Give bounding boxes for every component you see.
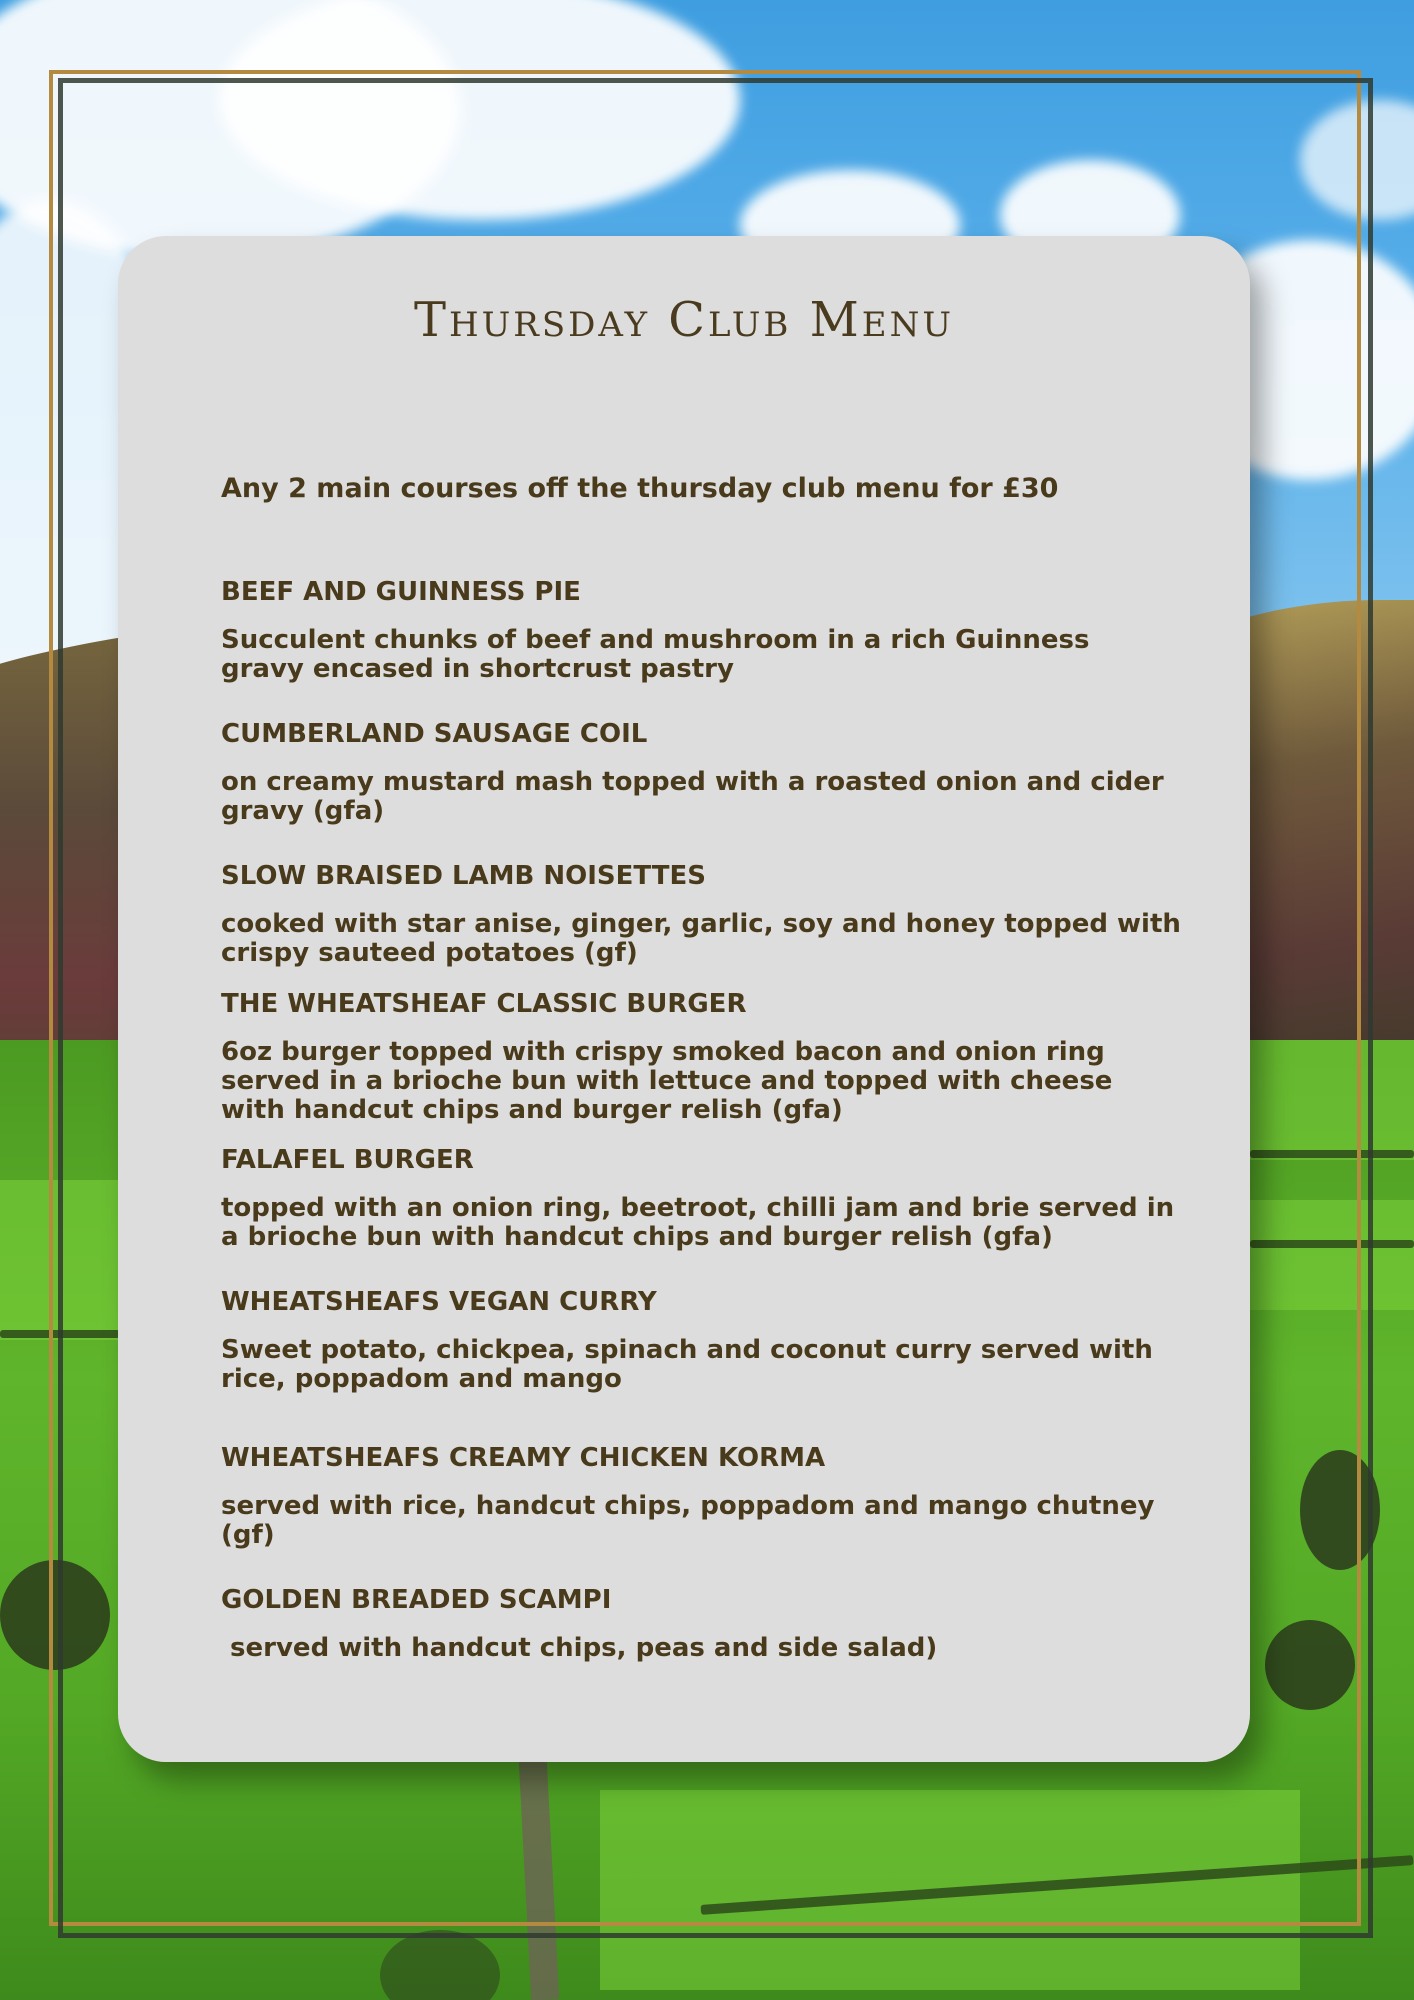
menu-item-description: topped with an onion ring, beetroot, chilli jam and brie served in a brioche bun with handcut chips and burger relish (gfa) — [221, 1193, 1175, 1252]
menu-item-description: Sweet potato, chickpea, spinach and coconut curry served with rice, poppadom and mango — [221, 1335, 1153, 1394]
menu-item-description: on creamy mustard mash topped with a roasted onion and cider gravy (gfa) — [221, 767, 1164, 826]
menu-card — [118, 236, 1250, 1762]
menu-title: Thursday Club Menu — [413, 292, 955, 348]
menu-item-name: BEEF AND GUINNESS PIE — [221, 577, 581, 607]
menu-item-name: THE WHEATSHEAF CLASSIC BURGER — [221, 989, 747, 1019]
menu-item-description: served with handcut chips, peas and side salad) — [221, 1633, 938, 1663]
menu-item-name: FALAFEL BURGER — [221, 1145, 474, 1175]
menu-item-name: CUMBERLAND SAUSAGE COIL — [221, 719, 648, 749]
menu-intro: Any 2 main courses off the thursday club menu for £30 — [221, 473, 1059, 504]
menu-item-name: WHEATSHEAFS VEGAN CURRY — [221, 1287, 657, 1317]
menu-item-name: SLOW BRAISED LAMB NOISETTES — [221, 861, 706, 891]
menu-item-name: WHEATSHEAFS CREAMY CHICKEN KORMA — [221, 1443, 826, 1473]
menu-item-description: Succulent chunks of beef and mushroom in a rich Guinness gravy encased in shortcrust pastry — [221, 625, 1090, 684]
menu-item-description: 6oz burger topped with crispy smoked bacon and onion ring served in a brioche bun with lettuce and topped with cheese with handcut chips and burger relish (gfa) — [221, 1037, 1113, 1125]
menu-item-description: served with rice, handcut chips, poppadom and mango chutney (gf) — [221, 1491, 1155, 1550]
menu-item-name: GOLDEN BREADED SCAMPI — [221, 1585, 612, 1615]
menu-item-description: cooked with star anise, ginger, garlic, soy and honey topped with crispy sauteed potatoes (gf) — [221, 909, 1181, 968]
